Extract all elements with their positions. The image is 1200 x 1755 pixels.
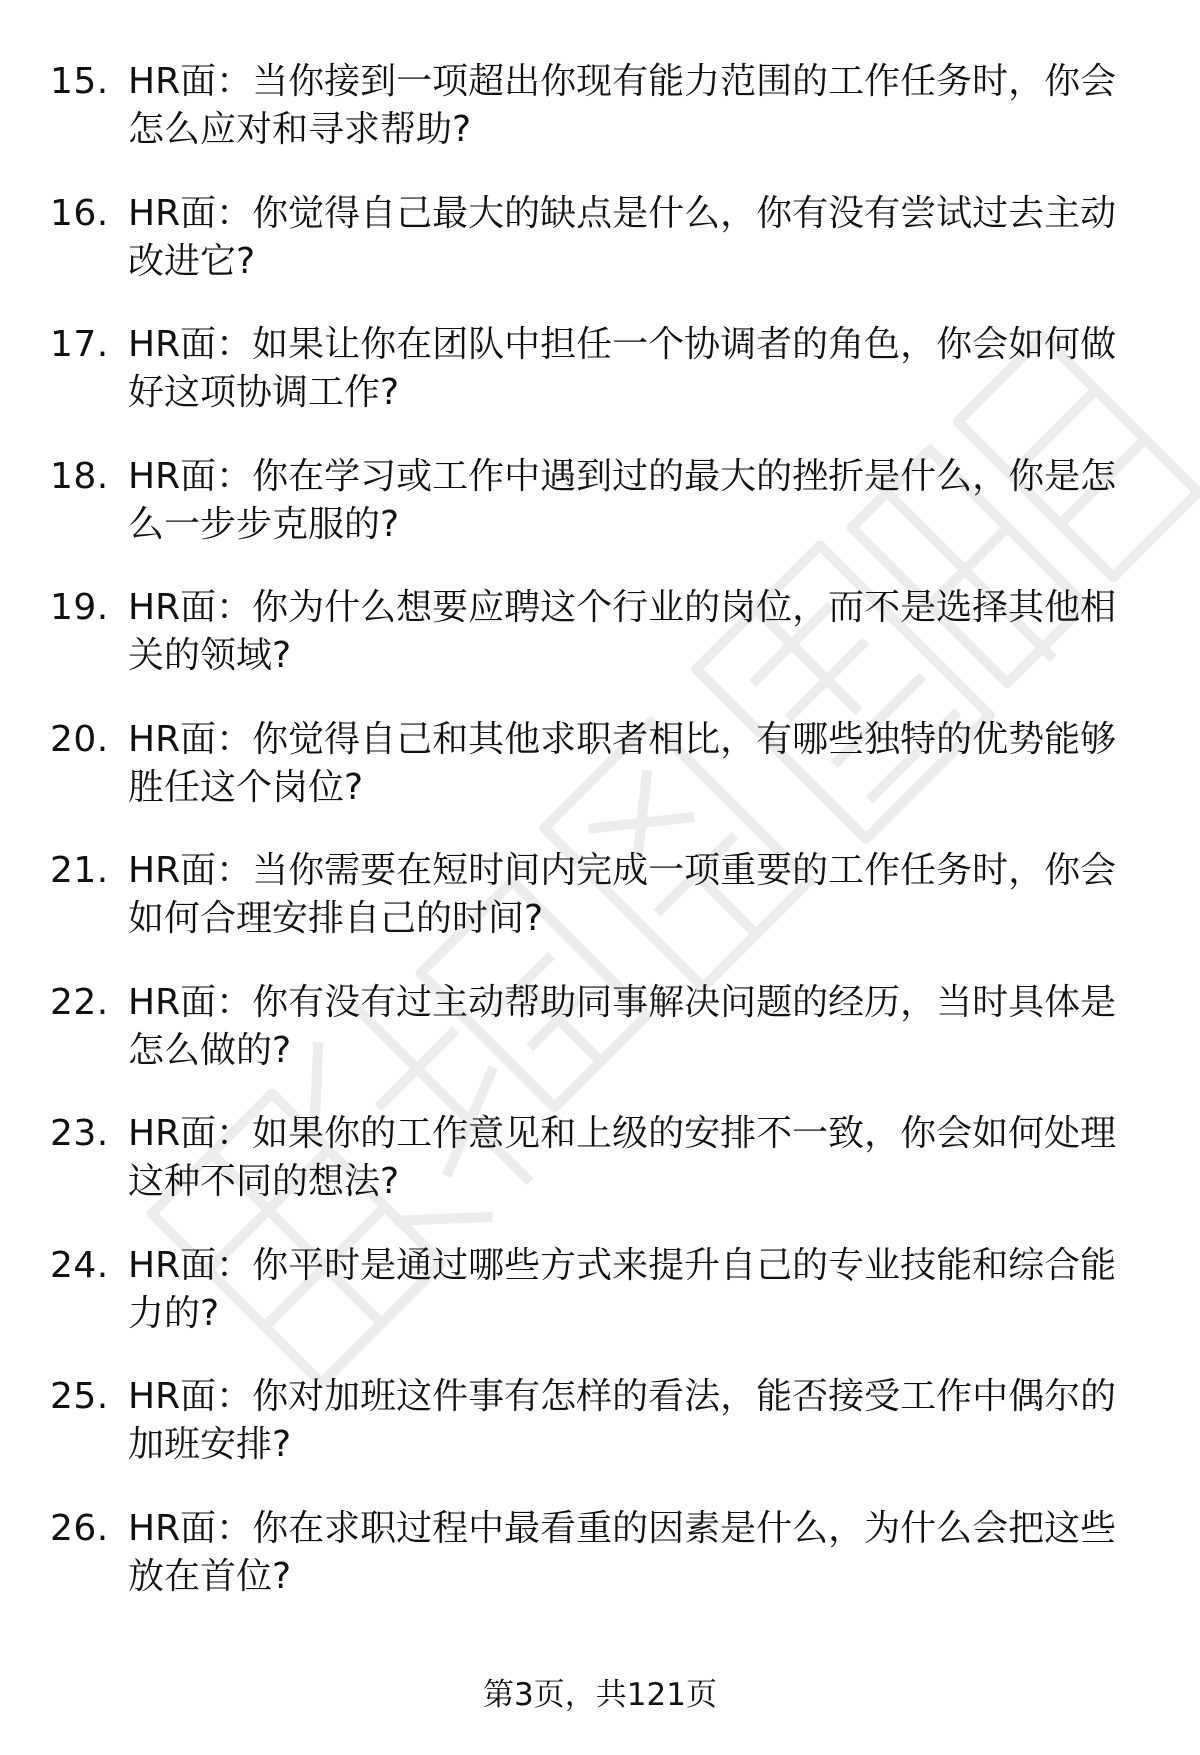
- question-text: HR面：你平时是通过哪些方式来提升自己的专业技能和综合能力的?: [128, 1244, 1117, 1334]
- question-number: 21.: [50, 850, 109, 891]
- question-list: [50, 58, 1150, 1636]
- question-text: HR面：当你接到一项超出你现有能力范围的工作任务时，你会怎么应对和寻求帮助?: [128, 61, 1117, 150]
- question-text: HR面：你在求职过程中最看重的因素是什么，为什么会把这些放在首位?: [128, 1507, 1117, 1597]
- question-item-21: [50, 847, 1150, 979]
- question-item-22: [50, 979, 1150, 1111]
- question-number: 25.: [50, 1376, 109, 1417]
- question-item-16: [50, 190, 1150, 322]
- question-number: 16.: [50, 192, 109, 234]
- question-text: HR面：如果你的工作意见和上级的安排不一致，你会如何处理这种不同的想法?: [128, 1113, 1117, 1202]
- question-text: HR面：你为什么想要应聘这个行业的岗位，而不是选择其他相关的领域?: [128, 587, 1117, 676]
- question-number: 23.: [50, 1113, 109, 1154]
- question-number: 20.: [50, 718, 109, 760]
- page-number-footer: 第3页，共121页: [483, 1677, 717, 1713]
- question-item-25: [50, 1373, 1150, 1505]
- question-text: HR面：你对加班这件事有怎样的看法，能否接受工作中偶尔的加班安排?: [128, 1376, 1117, 1465]
- question-number: 18.: [50, 455, 109, 497]
- question-number: 26.: [50, 1507, 109, 1549]
- question-number: 22.: [50, 981, 109, 1023]
- question-item-20: [50, 716, 1150, 848]
- question-item-26: [50, 1505, 1150, 1637]
- question-number: 19.: [50, 587, 109, 628]
- question-number: 17.: [50, 324, 109, 365]
- question-text: HR面：你有没有过主动帮助同事解决问题的经历，当时具体是怎么做的?: [128, 981, 1117, 1071]
- question-item-18: [50, 453, 1150, 585]
- question-item-24: [50, 1242, 1150, 1374]
- question-number: 15.: [50, 61, 109, 102]
- question-item-17: [50, 321, 1150, 453]
- question-text: HR面：你觉得自己和其他求职者相比，有哪些独特的优势能够胜任这个岗位?: [128, 718, 1117, 808]
- question-text: HR面：你在学习或工作中遇到过的最大的挫折是什么，你是怎么一步步克服的?: [128, 455, 1117, 545]
- question-item-23: [50, 1110, 1150, 1242]
- question-text: HR面：当你需要在短时间内完成一项重要的工作任务时，你会如何合理安排自己的时间?: [128, 850, 1117, 939]
- question-number: 24.: [50, 1244, 109, 1286]
- question-item-19: [50, 584, 1150, 716]
- question-text: HR面：你觉得自己最大的缺点是什么，你有没有尝试过去主动改进它?: [128, 192, 1117, 282]
- question-text: HR面：如果让你在团队中担任一个协调者的角色，你会如何做好这项协调工作?: [128, 324, 1117, 413]
- question-item-15: [50, 58, 1150, 190]
